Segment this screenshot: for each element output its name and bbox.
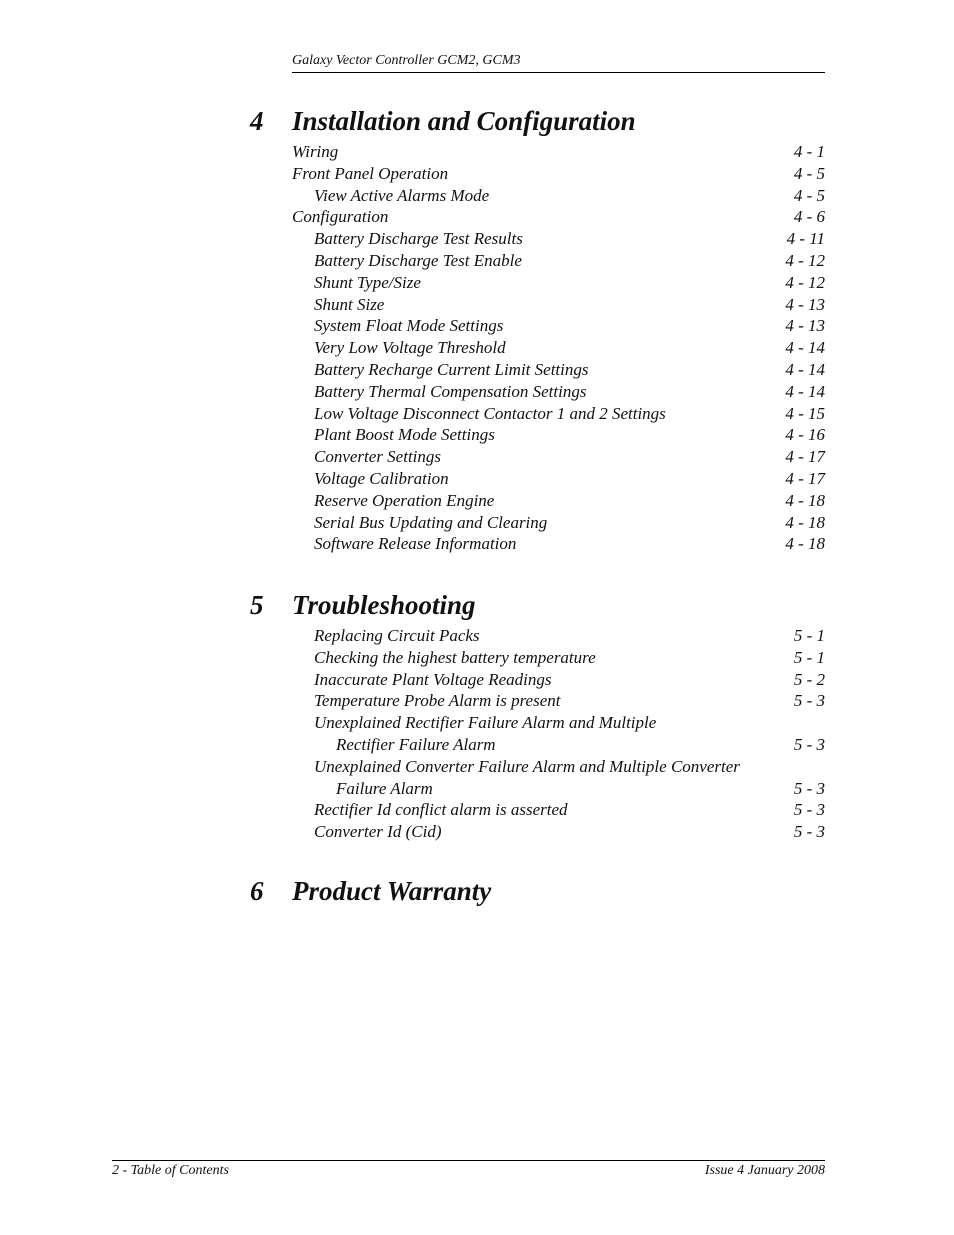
- toc-entry-title: Rectifier Id conflict alarm is asserted: [314, 800, 568, 820]
- toc-entry[interactable]: [250, 712, 825, 734]
- toc-entry-page: 5 - 3: [793, 800, 825, 820]
- toc-list: [250, 141, 825, 555]
- toc-entry[interactable]: [250, 163, 825, 185]
- toc-entry-title: Converter Settings: [314, 447, 442, 467]
- toc-entry[interactable]: [250, 734, 825, 756]
- toc-entry-page: 5 - 1: [793, 626, 825, 645]
- toc-entry[interactable]: [250, 512, 825, 534]
- toc-entry-page: 4 - 16: [785, 425, 825, 445]
- section-title: Product Warranty: [292, 875, 492, 906]
- toc-entry[interactable]: [250, 446, 825, 468]
- toc-entry-page: 4 - 13: [785, 316, 825, 336]
- toc-entry-title: Temperature Probe Alarm is present: [314, 691, 561, 711]
- toc-entry[interactable]: [250, 272, 825, 294]
- toc-entry-title: System Float Mode Settings: [314, 316, 504, 336]
- toc-entry-title: Battery Thermal Compensation Settings: [314, 381, 587, 401]
- toc-entry-page: 4 - 12: [785, 250, 825, 270]
- toc-entry[interactable]: [250, 206, 825, 228]
- section-heading: [250, 101, 825, 141]
- header-rule: [292, 72, 825, 73]
- toc-entry-title: Unexplained Converter Failure Alarm and Multiple Converter: [314, 756, 740, 776]
- toc-entry-page: 4 - 17: [785, 468, 825, 488]
- footer-rule: [112, 1160, 825, 1161]
- toc-entry[interactable]: [250, 294, 825, 316]
- toc-entry-title: Very Low Voltage Threshold: [314, 338, 506, 358]
- section-title: Installation and Configuration: [292, 105, 636, 136]
- toc-entry-page: 5 - 2: [793, 669, 825, 689]
- toc-entry-page: 4 - 5: [793, 185, 825, 205]
- toc-entry-page: 4 - 14: [785, 381, 825, 401]
- toc-entry-page: 5 - 3: [793, 734, 825, 754]
- toc-entry[interactable]: [250, 403, 825, 425]
- section-title: Troubleshooting: [292, 589, 476, 620]
- toc-entry-page: 4 - 15: [785, 403, 825, 423]
- toc-entry-title: Battery Discharge Test Enable: [314, 250, 522, 270]
- toc-entry[interactable]: [250, 424, 825, 446]
- toc-entry[interactable]: [250, 821, 825, 843]
- toc-entry[interactable]: [250, 250, 825, 272]
- toc-entry-title: Serial Bus Updating and Clearing: [314, 512, 548, 532]
- toc-entry[interactable]: [250, 690, 825, 712]
- toc-entry-title: Software Release Information: [314, 534, 517, 554]
- toc-entry-title: Configuration: [292, 207, 389, 227]
- toc-entry-title: Shunt Size: [314, 294, 385, 314]
- section-number: 6: [250, 875, 264, 906]
- toc-entry-title: Unexplained Rectifier Failure Alarm and Multiple: [314, 713, 657, 733]
- toc-entry-page: 5 - 3: [793, 778, 825, 798]
- toc-entry[interactable]: [250, 490, 825, 512]
- toc-entry[interactable]: [250, 778, 825, 800]
- toc-entry-page: 5 - 3: [793, 691, 825, 711]
- toc-entry-page: 5 - 1: [793, 647, 825, 667]
- toc-entry-page: 4 - 18: [785, 490, 825, 510]
- toc-entry[interactable]: [250, 228, 825, 250]
- toc-entry-title: Front Panel Operation: [292, 163, 449, 183]
- toc-entry-title: Shunt Type/Size: [314, 272, 421, 292]
- section-number: 4: [250, 105, 264, 136]
- footer-right: Issue 4 January 2008: [704, 1163, 825, 1178]
- toc-entry-title: Battery Discharge Test Results: [314, 229, 523, 249]
- toc-entry-title: Failure Alarm: [336, 778, 433, 798]
- toc-entry-page: 4 - 11: [786, 229, 825, 249]
- toc-entry-page: 5 - 3: [793, 822, 825, 842]
- toc-entry[interactable]: [250, 533, 825, 555]
- toc-entry[interactable]: [250, 468, 825, 490]
- toc-entry-title: Wiring: [292, 142, 339, 161]
- toc-entry-title: Low Voltage Disconnect Contactor 1 and 2 Settings: [314, 403, 666, 423]
- section-number: 5: [250, 589, 264, 620]
- toc-entry-page: 4 - 1: [793, 142, 825, 161]
- toc-entry-title: Checking the highest battery temperature: [314, 647, 596, 667]
- toc-entry-page: 4 - 18: [785, 512, 825, 532]
- toc-entry-title: Reserve Operation Engine: [314, 490, 495, 510]
- toc-entry-page: 4 - 12: [785, 272, 825, 292]
- toc-entry-page: 4 - 6: [793, 207, 825, 227]
- section-heading: [250, 585, 825, 625]
- toc-entry-page: 4 - 14: [785, 338, 825, 358]
- toc-entry[interactable]: [250, 381, 825, 403]
- toc-entry-page: 4 - 17: [785, 447, 825, 467]
- toc-entry-page: 4 - 13: [785, 294, 825, 314]
- toc-list: [250, 625, 825, 843]
- toc-entry-page: 4 - 5: [793, 163, 825, 183]
- toc-entry[interactable]: [250, 359, 825, 381]
- toc-entry[interactable]: [250, 315, 825, 337]
- running-header: Galaxy Vector Controller GCM2, GCM3: [292, 53, 521, 68]
- toc-entry-title: Battery Recharge Current Limit Settings: [314, 359, 589, 379]
- toc-entry-title: View Active Alarms Mode: [314, 185, 490, 205]
- toc-entry[interactable]: [250, 756, 825, 778]
- toc-entry[interactable]: [250, 669, 825, 691]
- toc-entry[interactable]: [250, 799, 825, 821]
- toc-entry[interactable]: [250, 185, 825, 207]
- section-product-warranty: [250, 871, 825, 911]
- section-installation: [250, 101, 825, 555]
- footer-left: 2 - Table of Contents: [112, 1163, 229, 1178]
- toc-entry-page: 4 - 14: [785, 359, 825, 379]
- toc-entry[interactable]: [250, 141, 825, 163]
- section-heading: [250, 871, 825, 911]
- toc-entry-title: Rectifier Failure Alarm: [336, 734, 496, 754]
- toc-entry[interactable]: [250, 625, 825, 647]
- toc-entry[interactable]: [250, 337, 825, 359]
- toc-entry-title: Voltage Calibration: [314, 468, 449, 488]
- section-troubleshooting: [250, 585, 825, 843]
- toc-entry-title: Inaccurate Plant Voltage Readings: [314, 669, 552, 689]
- toc-entry[interactable]: [250, 647, 825, 669]
- toc-entry-title: Replacing Circuit Packs: [314, 626, 480, 645]
- toc-entry-title: Plant Boost Mode Settings: [314, 425, 495, 445]
- toc-entry-page: 4 - 18: [785, 534, 825, 554]
- toc-entry-title: Converter Id (Cid): [314, 822, 442, 842]
